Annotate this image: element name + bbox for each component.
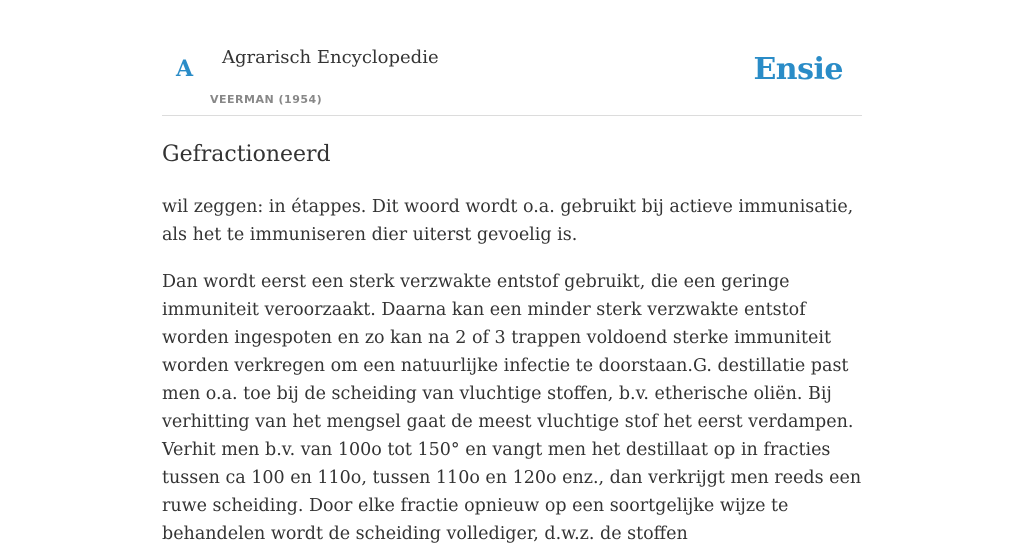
brand-logo-link[interactable]: Ensie	[753, 52, 843, 87]
book-title-link[interactable]: Agrarisch Encyclopedie	[222, 47, 439, 68]
entry-title: Gefractioneerd	[162, 142, 331, 167]
letter-index-link[interactable]: A	[176, 56, 194, 82]
book-subtitle: VEERMAN (1954)	[210, 93, 323, 106]
entry-paragraph-2: Dan wordt eerst een sterk verzwakte entstof gebruikt, die een geringe immuniteit veroorzaakt. Daarna kan een minder sterk verzwakte entstof worden ingespoten en zo kan na 2 of 3 trappen voldoend sterke immuniteit worden verkregen om een natuurlijke infectie te doorstaan.G. destillatie past men o.a. toe bij de scheiding van vluchtige stoffen, b.v. etherische oliën. Bij verhitting van het mengsel gaat de meest vluchtige stof het eerst verdampen. Verhit men b.v. van 100o tot 150° en vangt men het destillaat op in fracties tussen ca 100 en 110o, tussen 110o en 120o enz., dan verkrijgt men reeds een ruwe scheiding. Door elke fractie opnieuw op een soortgelijke wijze te behandelen wordt de scheiding vollediger, d.w.z. de stoffen	[162, 272, 862, 544]
page-header	[162, 0, 862, 116]
entry-paragraph-1: wil zeggen: in étappes. Dit woord wordt o.a. gebruikt bij actieve immunisatie, als het te immuniseren dier uiterst gevoelig is.	[162, 197, 854, 245]
page-content	[162, 0, 862, 548]
